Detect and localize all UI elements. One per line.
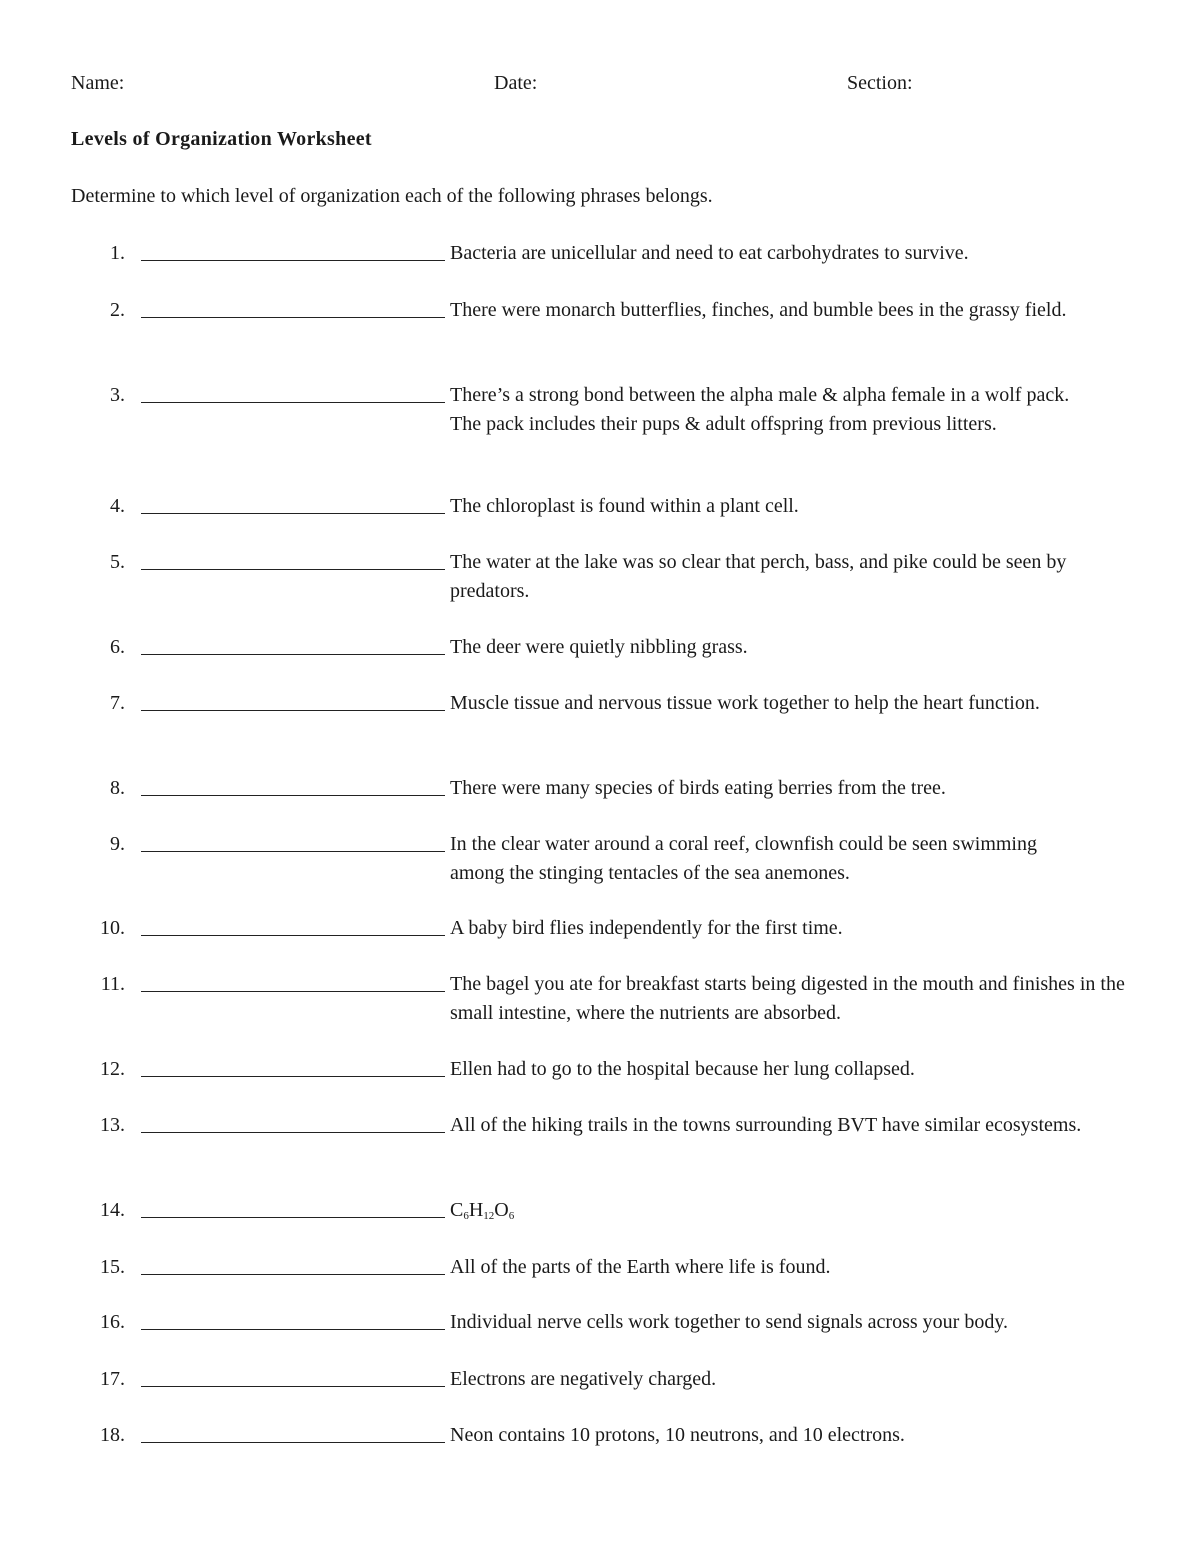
question-text: Electrons are negatively charged. [450,1368,717,1390]
question-number: 15. [100,1256,125,1278]
question-number: 18. [100,1424,125,1446]
question-text: The water at the lake was so clear that perch, bass, and pike could be seen by predators. [450,551,1067,602]
answer-blank[interactable] [141,513,445,514]
question-number: 14. [100,1199,125,1221]
question-text: Bacteria are unicellular and need to eat carbohydrates to survive. [450,242,969,264]
question-number: 3. [110,384,125,406]
question-text: In the clear water around a coral reef, clownfish could be seen swimming among the stinging tentacles of the sea anemones. [450,833,1037,884]
answer-blank[interactable] [141,1076,445,1077]
question-number: 6. [110,636,125,658]
answer-blank[interactable] [141,991,445,992]
question-text: Muscle tissue and nervous tissue work together to help the heart function. [450,692,1040,714]
question-text: Individual nerve cells work together to send signals across your body. [450,1311,1009,1333]
question-text: The chloroplast is found within a plant cell. [450,495,799,517]
question-text: There were many species of birds eating berries from the tree. [450,777,946,799]
chemical-formula [450,1196,1140,1225]
question-text: A baby bird flies independently for the first time. [450,917,843,939]
question-number: 1. [110,242,125,264]
answer-blank[interactable] [141,317,445,318]
answer-blank[interactable] [141,851,445,852]
question-number: 17. [100,1368,125,1390]
answer-blank[interactable] [141,710,445,711]
question-text: The bagel you ate for breakfast starts being digested in the mouth and finishes in the small intestine, where the nutrients are absorbed. [450,973,1125,1024]
answer-blank[interactable] [141,654,445,655]
answer-blank[interactable] [141,1217,445,1218]
question-text: There’s a strong bond between the alpha male & alpha female in a wolf pack. The pack includes their pups & adult offspring from previous litters. [450,384,1070,435]
formula-carbon-count: 6 [463,1210,469,1222]
answer-blank[interactable] [141,569,445,570]
answer-blank[interactable] [141,935,445,936]
question-number: 12. [100,1058,125,1080]
worksheet-title: Levels of Organization Worksheet [71,128,372,150]
formula-hydrogen-count: 12 [483,1210,495,1222]
question-number: 5. [110,551,125,573]
section-label: Section: [847,72,913,94]
answer-blank[interactable] [141,1274,445,1275]
answer-blank[interactable] [141,1442,445,1443]
question-number: 10. [100,917,125,939]
question-number: 13. [100,1114,125,1136]
answer-blank[interactable] [141,1132,445,1133]
answer-blank[interactable] [141,260,445,261]
answer-blank[interactable] [141,402,445,403]
question-number: 8. [110,777,125,799]
answer-blank[interactable] [141,1329,445,1330]
instructions: Determine to which level of organization each of the following phrases belongs. [71,185,713,207]
question-text: There were monarch butterflies, finches, and bumble bees in the grassy field. [450,299,1067,321]
question-text: Ellen had to go to the hospital because her lung collapsed. [450,1058,915,1080]
question-text: Neon contains 10 protons, 10 neutrons, and 10 electrons. [450,1424,905,1446]
question-number: 7. [110,692,125,714]
formula-hydrogen: H [468,1199,484,1221]
question-number: 2. [110,299,125,321]
question-number: 9. [110,833,125,855]
formula-carbon: C [450,1199,464,1221]
name-label: Name: [71,72,125,94]
question-number: 11. [100,973,125,995]
question-text: The deer were quietly nibbling grass. [450,636,748,658]
question-number: 4. [110,495,125,517]
formula-oxygen: O [494,1199,509,1221]
date-label: Date: [494,72,538,94]
question-text: All of the parts of the Earth where life is found. [450,1256,831,1278]
answer-blank[interactable] [141,1386,445,1387]
question-text: All of the hiking trails in the towns surrounding BVT have similar ecosystems. [450,1114,1082,1136]
question-number: 16. [100,1311,125,1333]
formula-oxygen-count: 6 [508,1210,515,1222]
answer-blank[interactable] [141,795,445,796]
